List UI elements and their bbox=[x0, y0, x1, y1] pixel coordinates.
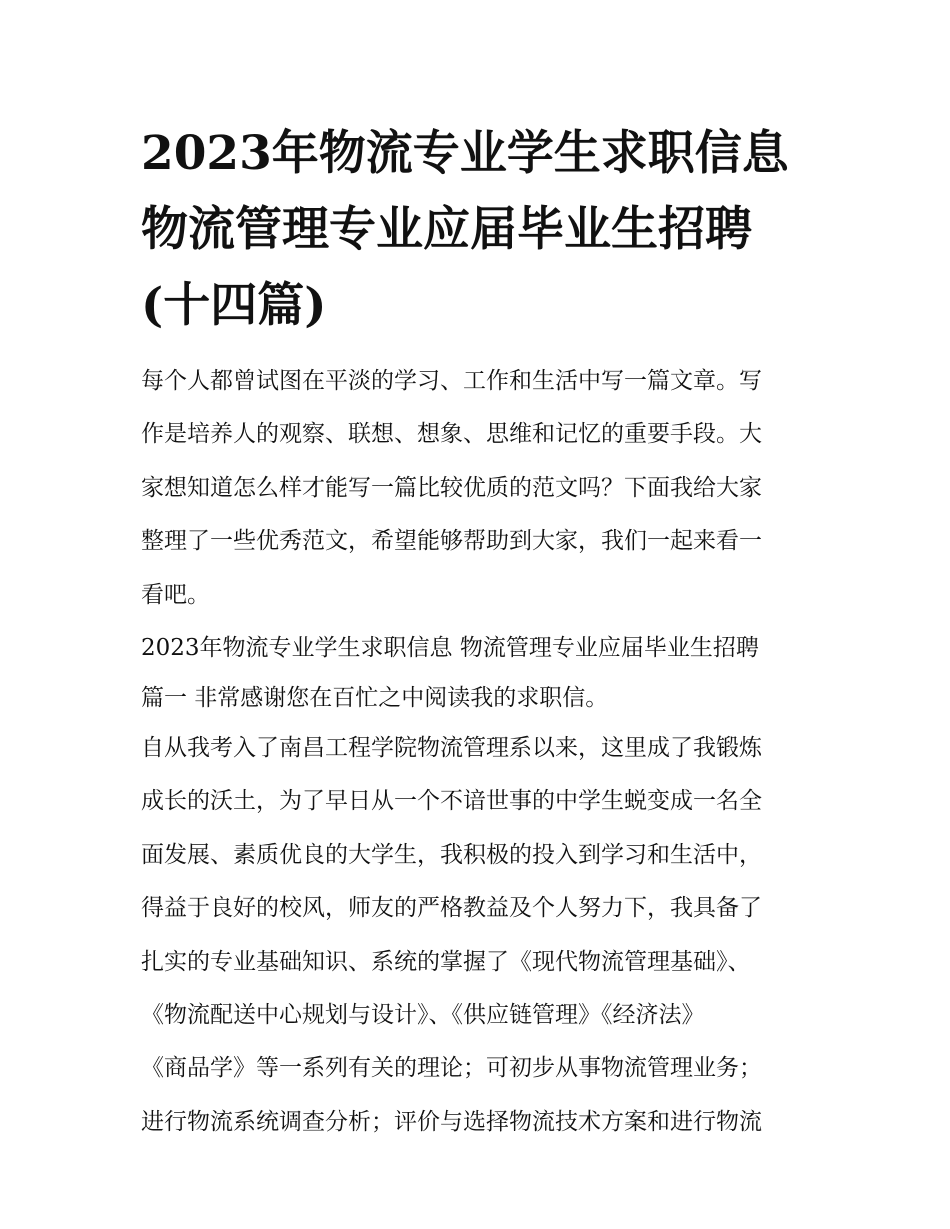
document-body bbox=[141, 355, 821, 1149]
body-line-12: 扎实的专业基础知识、系统的掌握了《现代物流管理基础》、 bbox=[141, 948, 751, 975]
body-line-6: 2023年物流专业学生求职信息 物流管理专业应届毕业生招聘 bbox=[141, 634, 759, 661]
body-line-13: 《物流配送中心规划与设计》、《供应链管理》《经济法》 bbox=[141, 1001, 705, 1028]
body-line-7: 篇一 非常感谢您在百忙之中阅读我的求职信。 bbox=[141, 684, 609, 711]
body-line-9: 成长的沃土，为了早日从一个不谙世事的中学生蜕变成一名全 bbox=[141, 788, 762, 815]
body-line-4: 整理了一些优秀范文，希望能够帮助到大家，我们一起来看一 bbox=[141, 528, 762, 555]
body-line-1: 每个人都曾试图在平淡的学习、工作和生活中写一篇文章。写 bbox=[141, 368, 762, 394]
body-line-5: 看吧。 bbox=[141, 581, 210, 608]
title-line-1: 2023年物流专业学生求职信息 bbox=[141, 126, 789, 181]
body-line-11: 得益于良好的校风，师友的严格教益及个人努力下，我具备了 bbox=[141, 895, 762, 922]
body-line-2: 作是培养人的观察、联想、想象、思维和记忆的重要手段。大 bbox=[141, 421, 762, 448]
body-line-3: 家想知道怎么样才能写一篇比较优质的范文吗？下面我给大家 bbox=[141, 474, 762, 501]
body-line-15: 进行物流系统调查分析；评价与选择物流技术方案和进行物流 bbox=[141, 1108, 762, 1135]
body-line-14: 《商品学》等一系列有关的理论；可初步从事物流管理业务； bbox=[141, 1055, 762, 1082]
title-line-3: (十四篇) bbox=[141, 278, 327, 333]
body-line-8: 自从我考入了南昌工程学院物流管理系以来，这里成了我锻炼 bbox=[141, 734, 762, 761]
document-title bbox=[141, 116, 821, 344]
body-line-10: 面发展、素质优良的大学生，我积极的投入到学习和生活中， bbox=[141, 841, 762, 868]
title-line-2: 物流管理专业应届毕业生招聘 bbox=[141, 202, 752, 257]
